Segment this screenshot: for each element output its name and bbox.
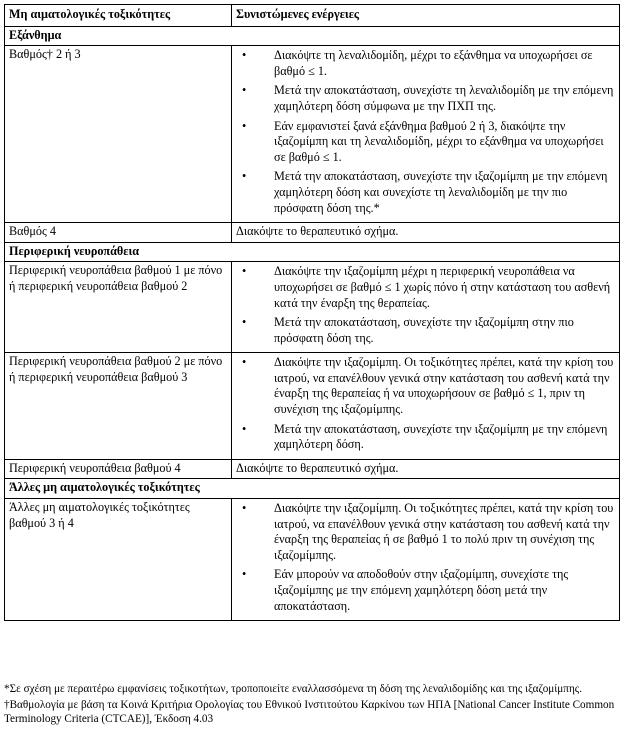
condition-cell: Βαθμός† 2 ή 3 (5, 46, 232, 223)
section-title-neuropathy: Περιφερική νευροπάθεια (5, 242, 620, 262)
action-item: • Μετά την αποκατάσταση, συνεχίστε την ιξαζομίμπη με την επόμενη χαμηλότερη δόση και συνεχίστε τη λεναλιδομίδη με την πιο πρόσφατη δόση της.* (236, 169, 615, 216)
table-row (5, 46, 620, 223)
action-list (236, 48, 615, 216)
section-title-other: Άλλες μη αιματολογικές τοξικότητες (5, 479, 620, 499)
actions-cell (232, 353, 620, 460)
section-row-neuropathy (5, 242, 620, 262)
condition-cell: Περιφερική νευροπάθεια βαθμού 2 με πόνο ή περιφερική νευροπάθεια βαθμού 3 (5, 353, 232, 460)
action-item: • Εάν εμφανιστεί ξανά εξάνθημα βαθμού 2 ή 3, διακόψτε την ιξαζομίμπη και τη λεναλιδομίδη, μέχρι το εξάνθημα να υποχωρήσει σε βαθμό ≤ 1. (236, 119, 615, 166)
table-row (5, 459, 620, 479)
section-row-other (5, 479, 620, 499)
action-list (236, 355, 615, 453)
footnotes (4, 682, 616, 728)
table-row (5, 223, 620, 243)
action-item: • Διακόψτε την ιξαζομίμπη. Οι τοξικότητες πρέπει, κατά την κρίση του ιατρού, να επανέλθουν γενικά στην κατάσταση του ασθενή κατά την έναρξη της θεραπείας ή να υποχωρήσουν σε βαθμό ≤ 1, πριν τη συνέχιση της ιξαζομίμπης. (236, 355, 615, 417)
condition-cell: Βαθμός 4 (5, 223, 232, 243)
table-row (5, 353, 620, 460)
actions-cell (232, 499, 620, 621)
action-list (236, 501, 615, 614)
action-item: • Διακόψτε τη λεναλιδομίδη, μέχρι το εξάνθημα να υποχωρήσει σε βαθμό ≤ 1. (236, 48, 615, 79)
action-item: • Μετά την αποκατάσταση, συνεχίστε τη λεναλιδομίδη με την επόμενη χαμηλότερη δόση σύμφωνα με την ΠΧΠ της. (236, 83, 615, 114)
action-item: • Μετά την αποκατάσταση, συνεχίστε την ιξαζομίμπη με την επόμενη χαμηλότερη δόση. (236, 422, 615, 453)
action-list (236, 264, 615, 346)
action-item: • Μετά την αποκατάσταση, συνεχίστε την ιξαζομίμπη στην πιο πρόσφατη δόση της. (236, 315, 615, 346)
action-item: • Διακόψτε την ιξαζομίμπη. Οι τοξικότητες πρέπει, κατά την κρίση του ιατρού, να επανέλθουν γενικά στην κατάσταση του ασθενή κατά την έναρξη της θεραπείας ή σε βαθμό 1 το πολύ πριν τη συνέχιση της ιξαζομίμπης. (236, 501, 615, 563)
action-cell: Διακόψτε το θεραπευτικό σχήμα. (232, 223, 620, 243)
actions-cell (232, 46, 620, 223)
table-header-row (5, 5, 620, 27)
condition-cell: Περιφερική νευροπάθεια βαθμού 4 (5, 459, 232, 479)
table-row (5, 499, 620, 621)
condition-cell: Περιφερική νευροπάθεια βαθμού 1 με πόνο ή περιφερική νευροπάθεια βαθμού 2 (5, 262, 232, 353)
table-row (5, 262, 620, 353)
header-actions: Συνιστώμενες ενέργειες (232, 5, 620, 27)
section-row-rash (5, 26, 620, 46)
footnote-asterisk: *Σε σχέση με περαιτέρω εμφανίσεις τοξικοτήτων, τροποποιείτε εναλλασσόμενα τη δόση της λεναλιδομίδης και της ιξαζομίμπης. (4, 683, 583, 695)
header-toxicities: Μη αιματολογικές τοξικότητες (5, 5, 232, 27)
action-cell: Διακόψτε το θεραπευτικό σχήμα. (232, 459, 620, 479)
toxicity-table (4, 4, 620, 621)
actions-cell (232, 262, 620, 353)
action-item: • Εάν μπορούν να αποδοθούν στην ιξαζομίμπη, συνεχίστε της ιξαζομίμπης με την επόμενη χαμηλότερη δόση μετά την αποκατάσταση. (236, 567, 615, 614)
section-title-rash: Εξάνθημα (5, 26, 620, 46)
action-item: • Διακόψτε την ιξαζομίμπη μέχρι η περιφερική νευροπάθεια να υποχωρήσει σε βαθμό ≤ 1 χωρίς πόνο ή στην κατάσταση του ασθενή κατά την έναρξη της θεραπείας. (236, 264, 615, 311)
condition-cell: Άλλες μη αιματολογικές τοξικότητες βαθμού 3 ή 4 (5, 499, 232, 621)
footnote-dagger: †Βαθμολογία με βάση τα Κοινά Κριτήρια Ορολογίας του Εθνικού Ινστιτούτου Καρκίνου των ΗΠΑ [National Cancer Institute Common Terminology Criteria (CTCAE)], Έκδοση 4.03 (4, 698, 615, 726)
